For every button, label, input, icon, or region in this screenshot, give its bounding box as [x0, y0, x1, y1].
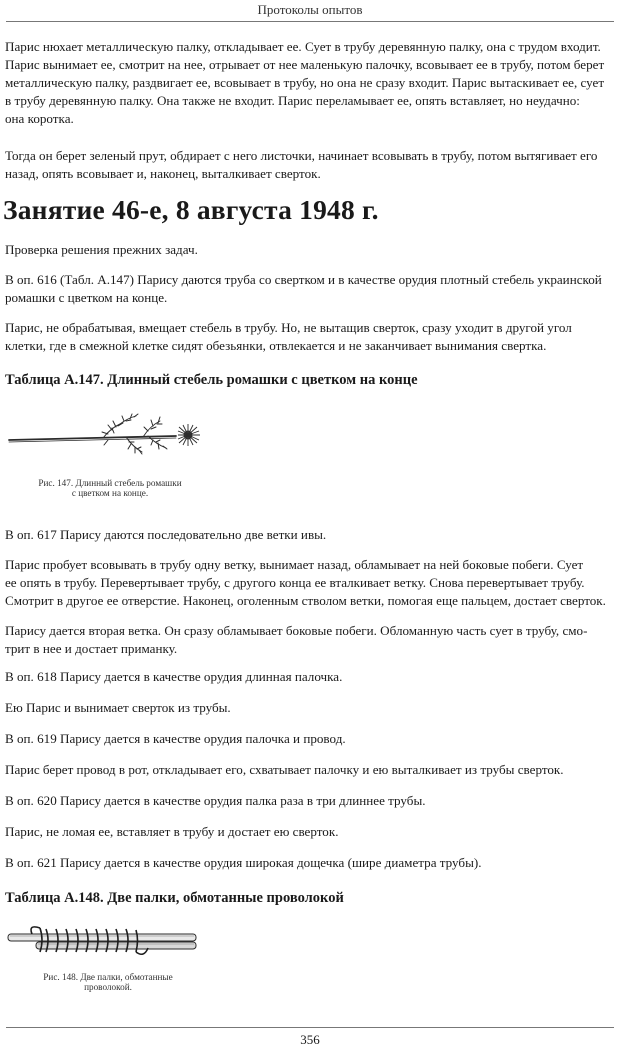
paragraph-exp-616: [5, 271, 615, 307]
paragraph-willow-branch: [5, 556, 615, 610]
text-line: Ею Парис и вынимает сверток из трубы.: [5, 700, 231, 715]
text-line: В оп. 617 Парису даются последовательно две ветки ивы.: [5, 527, 327, 542]
table-148-title: Таблица А.148. Две палки, обмотанные проволокой: [5, 890, 344, 906]
paragraph-exp-618-result: [5, 699, 615, 717]
paragraph-exp-620-result: [5, 823, 615, 841]
text-line: Парис пробует всовывать в трубу одну ветку, вынимает назад, обламывает на ней боковые побеги. Сует: [5, 557, 584, 572]
caption-line: Рис. 147. Длинный стебель ромашки: [38, 478, 182, 488]
text-line: Парис, не ломая ее, вставляет в трубу и достает ею сверток.: [5, 824, 339, 839]
text-line: она коротка.: [5, 111, 74, 126]
text-line: Смотрит в другое ее отверстие. Наконец, оголенным стволом ветки, помогая еще пальцем, достает сверток.: [5, 593, 606, 608]
text-line: назад, опять всовывает и, наконец, выталкивает сверток.: [5, 166, 321, 181]
text-line: В оп. 621 Парису дается в качестве орудия широкая дощечка (шире диаметра трубы).: [5, 855, 482, 870]
text-line: Парису дается вторая ветка. Он сразу обламывает боковые побеги. Обломанную часть сует в трубу, смо-: [5, 623, 588, 638]
text-line: Тогда он берет зеленый прут, обдирает с него листочки, начинает всовывать в трубу, потом вытягивает его: [5, 148, 598, 163]
text-line: Проверка решения прежних задач.: [5, 242, 198, 257]
paragraph-paris-metal-stick: [5, 38, 615, 128]
text-line: В оп. 620 Парису дается в качестве орудия палка раза в три длиннее трубы.: [5, 793, 426, 808]
text-line: ромашки с цветком на конце.: [5, 290, 168, 305]
paragraph-check: [5, 241, 615, 259]
text-line: Парис берет провод в рот, откладывает его, схватывает палочку и ею выталкивает из трубы сверток.: [5, 762, 564, 777]
table-147-title: Таблица А.147. Длинный стебель ромашки с цветком на конце: [5, 372, 418, 388]
caption-line: Рис. 148. Две палки, обмотанные: [43, 972, 173, 982]
text-line: металлическую палку, раздвигает ее, всовывает в трубу, но она не сразу входит. Парис вытаскивает ее, сует: [5, 75, 605, 90]
figure-147-caption: [10, 478, 210, 498]
text-line: трит в нее и достает приманку.: [5, 641, 178, 656]
figure-148-caption: [18, 972, 198, 992]
paragraph-exp-621: [5, 854, 615, 872]
caption-line: с цветком на конце.: [71, 488, 149, 498]
header-rule: [6, 21, 614, 22]
paragraph-green-twig: [5, 147, 615, 183]
text-line: в трубу деревянную палку. Она также не входит. Парис переламывает ее, опять вставляет, но неудачно:: [5, 93, 580, 108]
paragraph-second-branch: [5, 622, 615, 658]
wire-wrapped-sticks-figure: [6, 924, 202, 960]
footer-rule: [6, 1027, 614, 1028]
text-line: В оп. 618 Парису дается в качестве орудия длинная палочка.: [5, 669, 343, 684]
paragraph-exp-619: [5, 730, 615, 748]
session-title: Занятие 46-е, 8 августа 1948 г.: [3, 194, 379, 225]
text-line: Парис, не обрабатывая, вмещает стебель в трубу. Но, не вытащив сверток, сразу уходит в другой угол: [5, 320, 572, 335]
paragraph-exp-619-result: [5, 761, 615, 779]
text-line: В оп. 619 Парису дается в качестве орудия палочка и провод.: [5, 731, 346, 746]
text-line: Парис вынимает ее, смотрит на нее, отрывает от нее маленькую палочку, всовывает ее в трубу, потом берет: [5, 57, 605, 72]
paragraph-exp-618: [5, 668, 615, 686]
running-head: Протоколы опытов: [257, 2, 363, 17]
chamomile-stem-figure: [8, 404, 208, 466]
text-line: В оп. 616 (Табл. А.147) Парису даются труба со свертком и в качестве орудия плотный стебель украинской: [5, 272, 602, 287]
text-line: клетки, где в смежной клетке сидят обезьянки, отвлекается и не заканчивает вынимания свертка.: [5, 338, 547, 353]
paragraph-exp-620: [5, 792, 615, 810]
caption-line: проволокой.: [84, 982, 132, 992]
paragraph-exp-616-result: [5, 319, 615, 355]
paragraph-exp-617: [5, 526, 615, 544]
page-number: 356: [300, 1032, 320, 1047]
text-line: Парис нюхает металлическую палку, откладывает ее. Сует в трубу деревянную палку, она с трудом входит.: [5, 39, 601, 54]
text-line: ее опять в трубу. Перевертывает трубу, с другого конца ее вталкивает ветку. Снова перевертывает трубу.: [5, 575, 585, 590]
